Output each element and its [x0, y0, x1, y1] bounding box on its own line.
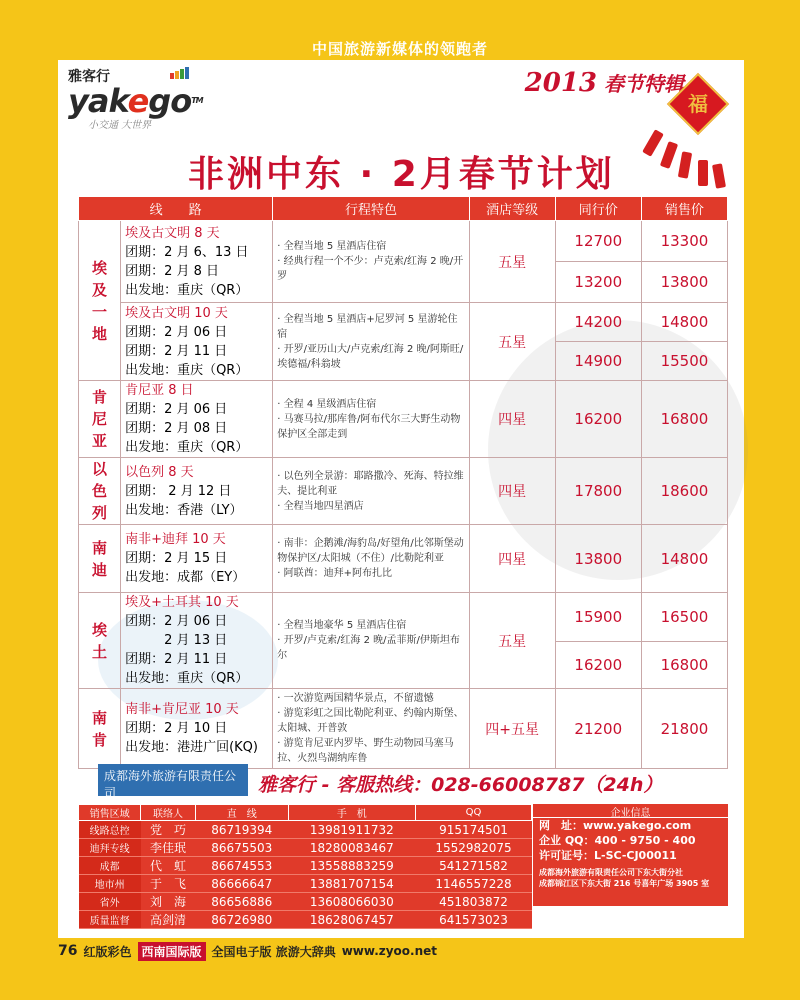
enterprise-license: 许可证号：L-SC-CJ00011 [539, 849, 677, 862]
table-row [79, 593, 728, 642]
feature-item: · 游览肯尼亚内罗毕、野生动物园马塞马拉、火烈鸟湖纳库鲁 [277, 738, 454, 764]
enterprise-info [532, 804, 728, 906]
contact-phone: 86719394 [195, 821, 288, 839]
sale-price: 16500 [641, 593, 727, 642]
contacts-header: 手 机 [288, 805, 415, 821]
trade-price: 14200 [555, 303, 641, 342]
sale-price: 14800 [641, 303, 727, 342]
route-detail: 团期：2 月 6、13 日 [125, 244, 249, 260]
contact-person: 李佳珉 [141, 839, 196, 857]
table-row [79, 221, 728, 262]
footer-tag: 红版彩色 [83, 944, 132, 959]
features-cell [273, 458, 469, 525]
firecracker-icon [698, 160, 708, 186]
route-detail: 团期： 2 月 12 日 [125, 483, 232, 499]
route-cell [121, 525, 273, 593]
route-detail: 出发地：重庆（QR） [125, 282, 249, 298]
contact-area: 成都 [79, 857, 141, 875]
feature-item: · 游览彩虹之国比勒陀利亚、约翰内斯堡、太阳城、开普敦 [277, 708, 464, 734]
firecracker-icon [660, 141, 678, 169]
table-header-row [79, 197, 728, 221]
table-row [79, 525, 728, 593]
region-char: 肯 [92, 388, 108, 406]
contact-phone: 86726980 [195, 911, 288, 929]
features-cell [273, 381, 469, 458]
company-name: 成都海外旅游有限责任公司 [104, 769, 237, 800]
contacts-header: QQ [416, 805, 532, 821]
contacts-header: 联络人 [141, 805, 196, 821]
region-char: 以 [92, 460, 108, 478]
region-label [79, 525, 121, 593]
trade-price: 16200 [555, 642, 641, 689]
region-char: 一 [92, 302, 108, 321]
route-detail: 团期：2 月 08 日 [125, 421, 228, 436]
route-cell [121, 689, 273, 769]
enterprise-address-1: 成都海外旅游有限责任公司下东大街分社 [539, 868, 683, 877]
company-badge [98, 764, 248, 800]
sale-price: 14800 [641, 525, 727, 593]
page-title: 非洲中东 · 2月春节计划 [188, 154, 615, 195]
region-char: 南 [92, 538, 108, 557]
trade-price: 21200 [555, 689, 641, 769]
hotel-grade: 五星 [469, 593, 555, 689]
contact-person: 高剑清 [141, 911, 196, 929]
region-char: 地 [92, 324, 108, 343]
trade-price: 13200 [555, 262, 641, 303]
logo-slogan: 小交通 大世界 [88, 120, 152, 131]
contact-mobile: 18628067457 [288, 911, 415, 929]
enterprise-qq: 企业 QQ：400 - 9750 - 400 [539, 834, 696, 847]
contact-mobile: 13608066030 [288, 893, 415, 911]
contact-qq: 641573023 [416, 911, 532, 929]
route-cell [121, 381, 273, 458]
route-detail: 出发地：香港（LY） [125, 502, 243, 518]
route-detail: 出发地：重庆（QR） [125, 440, 249, 455]
itinerary-table [78, 196, 728, 769]
festival-title: 2013 春节特辑 [524, 68, 684, 98]
region-char: 迪 [92, 560, 108, 579]
trade-price: 13800 [555, 525, 641, 593]
contact-row [79, 911, 532, 929]
feature-item: · 全程当地豪华 5 星酒店住宿 [277, 620, 407, 631]
region-label [79, 458, 121, 525]
feature-item: · 经典行程一个不少：卢克索/红海 2 晚/开罗 [277, 256, 464, 282]
hotel-grade: 四星 [469, 458, 555, 525]
features-cell [273, 303, 469, 381]
enterprise-web[interactable]: 网 址：www.yakego.com [539, 819, 692, 832]
contact-qq: 541271582 [416, 857, 532, 875]
region-label [79, 221, 121, 381]
header-trade-price: 同行价 [555, 197, 641, 221]
route-cell [121, 593, 273, 689]
route-detail: 团期：2 月 11 日 [125, 652, 228, 667]
logo-en: yakego™ [68, 82, 203, 120]
contact-area: 省外 [79, 893, 141, 911]
fu-charm-icon: 福 [667, 73, 729, 135]
region-label [79, 381, 121, 458]
feature-item: · 以色列全景游：耶路撒冷、死海、特拉维夫、提比利亚 [277, 470, 464, 497]
route-detail: 出发地：成都（EY） [125, 570, 246, 585]
table-row [79, 381, 728, 458]
route-detail: 2 月 13 日 [125, 633, 228, 648]
header-hotel: 酒店等级 [469, 197, 555, 221]
trade-price: 16200 [555, 381, 641, 458]
trade-price: 15900 [555, 593, 641, 642]
contact-phone: 86666647 [195, 875, 288, 893]
hotel-grade: 五星 [469, 221, 555, 303]
region-char: 及 [92, 280, 108, 299]
sale-price: 13300 [641, 221, 727, 262]
header-sale-price: 销售价 [641, 197, 727, 221]
contact-row [79, 857, 532, 875]
route-detail: 团期：2 月 06 日 [125, 614, 228, 629]
sale-price: 21800 [641, 689, 727, 769]
features-cell [273, 525, 469, 593]
header-route: 线 路 [79, 197, 273, 221]
enterprise-header: 企业信息 [533, 804, 728, 818]
hotel-grade: 四星 [469, 381, 555, 458]
route-name: 埃及古文明 10 天 [125, 305, 228, 321]
contacts-table [78, 804, 532, 929]
contact-mobile: 13981911732 [288, 821, 415, 839]
feature-item: · 开罗/亚历山大/卢克索/红海 2 晚/阿斯旺/埃德福/科翁坡 [277, 343, 464, 370]
trade-price: 17800 [555, 458, 641, 525]
footer-url[interactable]: www.zyoo.net [341, 944, 438, 958]
hotel-grade: 四星 [469, 525, 555, 593]
route-detail: 团期：2 月 06 日 [125, 402, 228, 417]
page-number: 76 [58, 943, 78, 959]
region-label [79, 689, 121, 769]
region-char: 埃 [92, 620, 108, 639]
region-char: 埃 [92, 258, 108, 277]
enterprise-address-2: 成都锦江区下东大街 216 号喜年广场 3905 室 [539, 879, 710, 888]
contact-qq: 1552982075 [416, 839, 532, 857]
trade-price: 14900 [555, 342, 641, 381]
contact-area: 线路总控 [79, 821, 141, 839]
contacts-header: 销售区域 [79, 805, 141, 821]
region-label [79, 593, 121, 689]
page [58, 60, 744, 938]
top-banner: 中国旅游新媒体的领跑者 [311, 40, 488, 58]
region-char: 色 [92, 482, 108, 500]
route-detail: 出发地：重庆（QR） [125, 362, 249, 378]
route-name: 以色列 8 天 [125, 464, 194, 480]
features-cell [273, 689, 469, 769]
route-cell [121, 458, 273, 525]
contact-mobile: 13881707154 [288, 875, 415, 893]
sale-price: 16800 [641, 642, 727, 689]
route-detail: 出发地：重庆（QR） [125, 671, 249, 686]
contact-qq: 1146557228 [416, 875, 532, 893]
footer-tag: 西南国际版 [138, 942, 206, 961]
route-detail: 出发地：港进广回(KQ) [125, 740, 258, 755]
footer [58, 940, 744, 962]
feature-item: · 全程当地 5 星酒店+尼罗河 5 星游轮住宿 [277, 313, 458, 340]
table-row [79, 458, 728, 525]
region-char: 土 [92, 642, 108, 661]
contact-phone: 86656886 [195, 893, 288, 911]
header-features: 行程特色 [273, 197, 469, 221]
table-row [79, 689, 728, 769]
table-row [79, 303, 728, 342]
feature-item: · 全程当地 5 星酒店住宿 [277, 241, 387, 252]
contact-row [79, 893, 532, 911]
region-char: 肯 [92, 730, 108, 749]
hotel-grade: 五星 [469, 303, 555, 381]
region-char: 列 [92, 504, 108, 522]
firecracker-icon [642, 129, 664, 157]
contact-mobile: 13558883259 [288, 857, 415, 875]
sale-price: 16800 [641, 381, 727, 458]
route-detail: 团期：2 月 06 日 [125, 324, 228, 340]
contact-row [79, 839, 532, 857]
sale-price: 18600 [641, 458, 727, 525]
region-char: 南 [92, 708, 108, 727]
footer-tag: 全国电子版 旅游大辞典 [211, 944, 336, 959]
feature-item: · 南非：企鹅滩/海豹岛/好望角/比邻斯堡动物保护区/太阳城（不住）/比勒陀利亚 [277, 538, 464, 564]
contacts-header: 直 线 [195, 805, 288, 821]
route-name: 埃及+土耳其 10 天 [125, 595, 239, 610]
route-detail: 团期：2 月 10 日 [125, 721, 228, 736]
contact-area: 地市州 [79, 875, 141, 893]
sale-price: 13800 [641, 262, 727, 303]
feature-item: · 阿联酋：迪拜+阿布扎比 [277, 568, 393, 579]
sale-price: 15500 [641, 342, 727, 381]
feature-item: · 全程当地四星酒店 [277, 500, 364, 512]
firecracker-icon [712, 163, 726, 188]
contact-person: 刘 海 [141, 893, 196, 911]
contact-phone: 86674553 [195, 857, 288, 875]
contact-qq: 451803872 [416, 893, 532, 911]
logo-bars-icon [170, 64, 190, 83]
feature-item: · 一次游览两国精华景点，不留遗憾 [277, 693, 434, 704]
firecracker-icon [678, 151, 692, 178]
region-char: 尼 [92, 410, 108, 428]
logo-cn: 雅客行 [68, 69, 110, 85]
route-cell [121, 303, 273, 381]
contact-phone: 86675503 [195, 839, 288, 857]
features-cell [273, 593, 469, 689]
contact-qq: 915174501 [416, 821, 532, 839]
feature-item: · 马赛马拉/那库鲁/阿布代尔三大野生动物保护区全部走到 [277, 413, 461, 440]
contact-mobile: 18280083467 [288, 839, 415, 857]
contact-person: 于 飞 [141, 875, 196, 893]
contact-person: 代 虹 [141, 857, 196, 875]
contact-area: 迪拜专线 [79, 839, 141, 857]
features-cell [273, 221, 469, 303]
contact-row [79, 875, 532, 893]
contact-row [79, 821, 532, 839]
feature-item: · 开罗/卢克索/红海 2 晚/孟菲斯/伊斯坦布尔 [277, 635, 460, 661]
route-name: 南非+迪拜 10 天 [125, 532, 226, 547]
route-name: 肯尼亚 8 日 [125, 383, 194, 398]
route-detail: 团期：2 月 15 日 [125, 551, 228, 566]
hotline: 雅客行 - 客服热线：028-66008787（24h） [258, 774, 663, 796]
route-detail: 团期：2 月 11 日 [125, 343, 228, 359]
contact-area: 质量监督 [79, 911, 141, 929]
route-detail: 团期：2 月 8 日 [125, 263, 220, 279]
trade-price: 12700 [555, 221, 641, 262]
contact-person: 党 巧 [141, 821, 196, 839]
route-name: 埃及古文明 8 天 [125, 225, 220, 241]
region-char: 亚 [92, 432, 108, 450]
route-cell [121, 221, 273, 303]
route-name: 南非+肯尼亚 10 天 [125, 702, 239, 717]
hotel-grade: 四+五星 [469, 689, 555, 769]
feature-item: · 全程 4 星级酒店住宿 [277, 398, 377, 410]
